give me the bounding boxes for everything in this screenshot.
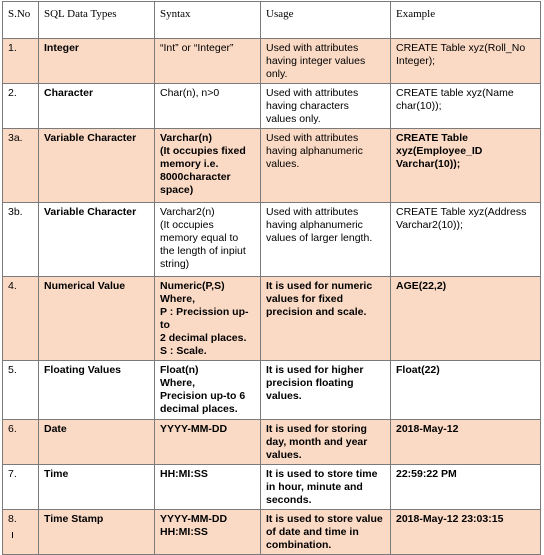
- cell-line: Used with attributes: [266, 206, 359, 218]
- cell-line: space): [160, 184, 194, 196]
- syntax-cell: [155, 510, 261, 555]
- header-syntax: Syntax: [155, 2, 261, 39]
- cell-line: It is used for storing: [266, 423, 367, 435]
- cell-line: YYYY-MM-DD: [160, 513, 228, 525]
- type-cell: Numerical Value: [39, 277, 155, 361]
- table-row: [3, 510, 541, 555]
- cell-line: (It occupies fixed: [160, 145, 246, 157]
- cell-line: YYYY-MM-DD: [160, 423, 228, 435]
- header-example: Example: [391, 2, 541, 39]
- cell-line: values.: [266, 449, 302, 461]
- syntax-cell: [155, 129, 261, 203]
- cell-line: Char(n), n>0: [160, 87, 220, 99]
- table-body: [3, 39, 541, 555]
- example-cell: [391, 510, 541, 555]
- sno-cell: 3b.: [3, 203, 39, 277]
- cell-line: xyz(Employee_ID: [396, 145, 483, 157]
- syntax-cell: [155, 39, 261, 84]
- cell-line: day, month and year: [266, 436, 368, 448]
- example-cell: [391, 39, 541, 84]
- cell-line: memory equal to: [160, 232, 239, 244]
- type-cell: Character: [39, 84, 155, 129]
- cell-line: Float(n): [160, 364, 199, 376]
- cell-line: Where,: [160, 293, 196, 305]
- usage-cell: [261, 203, 391, 277]
- cell-line: 2 decimal places.: [160, 332, 247, 344]
- type-cell: Floating Values: [39, 361, 155, 420]
- example-cell: [391, 420, 541, 465]
- cell-line: char(10));: [396, 100, 442, 112]
- table-header-row: [3, 2, 541, 39]
- cell-line: S : Scale.: [160, 345, 207, 357]
- cell-line: Used with attributes: [266, 132, 359, 144]
- cell-line: string): [160, 258, 190, 270]
- cell-line: memory i.e.: [160, 158, 219, 170]
- table-row: [3, 203, 541, 277]
- cell-line: combination.: [266, 539, 332, 551]
- sno-cell: 7.: [3, 465, 39, 510]
- cell-line: Numeric(P,S): [160, 280, 225, 292]
- type-cell: Variable Character: [39, 203, 155, 277]
- document-page: [2, 1, 540, 555]
- cell-line: 2018-May-12 23:03:15: [396, 513, 504, 525]
- usage-cell: [261, 361, 391, 420]
- table-row: [3, 39, 541, 84]
- cell-line: of date and time in: [266, 526, 359, 538]
- cell-line: Float(22): [396, 364, 440, 376]
- cell-line: 22:59:22 PM: [396, 468, 457, 480]
- cell-line: Varchar(10));: [396, 158, 461, 170]
- sno-cell: 2.: [3, 84, 39, 129]
- cell-line: Varchar2(10));: [396, 219, 463, 231]
- sno-cell: 8.: [3, 510, 39, 555]
- syntax-cell: [155, 420, 261, 465]
- cell-line: having characters: [266, 100, 349, 112]
- syntax-cell: [155, 84, 261, 129]
- cell-line: P : Precission up-to: [160, 306, 249, 331]
- cell-line: values of larger length.: [266, 232, 373, 244]
- sno-cell: 6.: [3, 420, 39, 465]
- syntax-cell: [155, 465, 261, 510]
- cell-line: Varchar2(n): [160, 206, 215, 218]
- usage-cell: [261, 39, 391, 84]
- cell-line: values for fixed: [266, 293, 344, 305]
- cell-line: HH:MI:SS: [160, 526, 208, 538]
- syntax-cell: [155, 361, 261, 420]
- cell-line: Varchar(n): [160, 132, 212, 144]
- cell-line: Precision up-to 6: [160, 390, 246, 402]
- table-row: [3, 420, 541, 465]
- type-cell: Time: [39, 465, 155, 510]
- cell-line: Where,: [160, 377, 196, 389]
- syntax-cell: [155, 277, 261, 361]
- cell-line: the length of inpiut: [160, 245, 246, 257]
- cell-line: “Int” or “Integer”: [160, 42, 234, 54]
- cell-line: CREATE Table: [396, 132, 468, 144]
- cell-line: having integer values: [266, 55, 366, 67]
- cell-line: It is used for higher: [266, 364, 364, 376]
- cell-line: Used with attributes: [266, 42, 359, 54]
- table-row: [3, 84, 541, 129]
- example-cell: [391, 84, 541, 129]
- cell-line: (It occupies: [160, 219, 214, 231]
- example-cell: [391, 203, 541, 277]
- cell-line: having alphanumeric: [266, 219, 363, 231]
- cell-line: only.: [266, 68, 288, 80]
- cell-line: precision and scale.: [266, 306, 367, 318]
- usage-cell: [261, 465, 391, 510]
- cell-line: It is used to store value: [266, 513, 383, 525]
- table-row: [3, 361, 541, 420]
- table-row: [3, 465, 541, 510]
- sno-cell: 1.: [3, 39, 39, 84]
- cell-line: values only.: [266, 113, 321, 125]
- cell-line: CREATE Table xyz(Address: [396, 206, 527, 218]
- cell-line: HH:MI:SS: [160, 468, 208, 480]
- cell-line: values.: [266, 390, 302, 402]
- type-cell: Time Stamp: [39, 510, 155, 555]
- cell-line: seconds.: [266, 494, 312, 506]
- cell-line: decimal places.: [160, 403, 238, 415]
- sno-cell: 4.: [3, 277, 39, 361]
- table-row: [3, 129, 541, 203]
- cell-line: Integer);: [396, 55, 436, 67]
- cell-line: It is used to store time: [266, 468, 378, 480]
- usage-cell: [261, 277, 391, 361]
- example-cell: [391, 277, 541, 361]
- cell-line: 2018-May-12: [396, 423, 459, 435]
- header-sql-data-types: SQL Data Types: [39, 2, 155, 39]
- sql-data-types-table: [2, 1, 541, 555]
- cell-line: Used with attributes: [266, 87, 359, 99]
- cell-line: 8000character: [160, 171, 231, 183]
- usage-cell: [261, 129, 391, 203]
- stray-mark: [12, 532, 13, 538]
- cell-line: CREATE table xyz(Name: [396, 87, 514, 99]
- table-row: [3, 277, 541, 361]
- type-cell: Integer: [39, 39, 155, 84]
- cell-line: AGE(22,2): [396, 280, 447, 292]
- type-cell: Variable Character: [39, 129, 155, 203]
- cell-line: CREATE Table xyz(Roll_No: [396, 42, 526, 54]
- cell-line: precision floating: [266, 377, 354, 389]
- sno-cell: 3a.: [3, 129, 39, 203]
- type-cell: Date: [39, 420, 155, 465]
- example-cell: [391, 361, 541, 420]
- header-sno: S.No: [3, 2, 39, 39]
- syntax-cell: [155, 203, 261, 277]
- cell-line: having alphanumeric: [266, 145, 363, 157]
- header-usage: Usage: [261, 2, 391, 39]
- sno-cell: 5.: [3, 361, 39, 420]
- cell-line: in hour, minute and: [266, 481, 363, 493]
- example-cell: [391, 465, 541, 510]
- example-cell: [391, 129, 541, 203]
- usage-cell: [261, 420, 391, 465]
- usage-cell: [261, 510, 391, 555]
- cell-line: values.: [266, 158, 300, 170]
- cell-line: It is used for numeric: [266, 280, 373, 292]
- usage-cell: [261, 84, 391, 129]
